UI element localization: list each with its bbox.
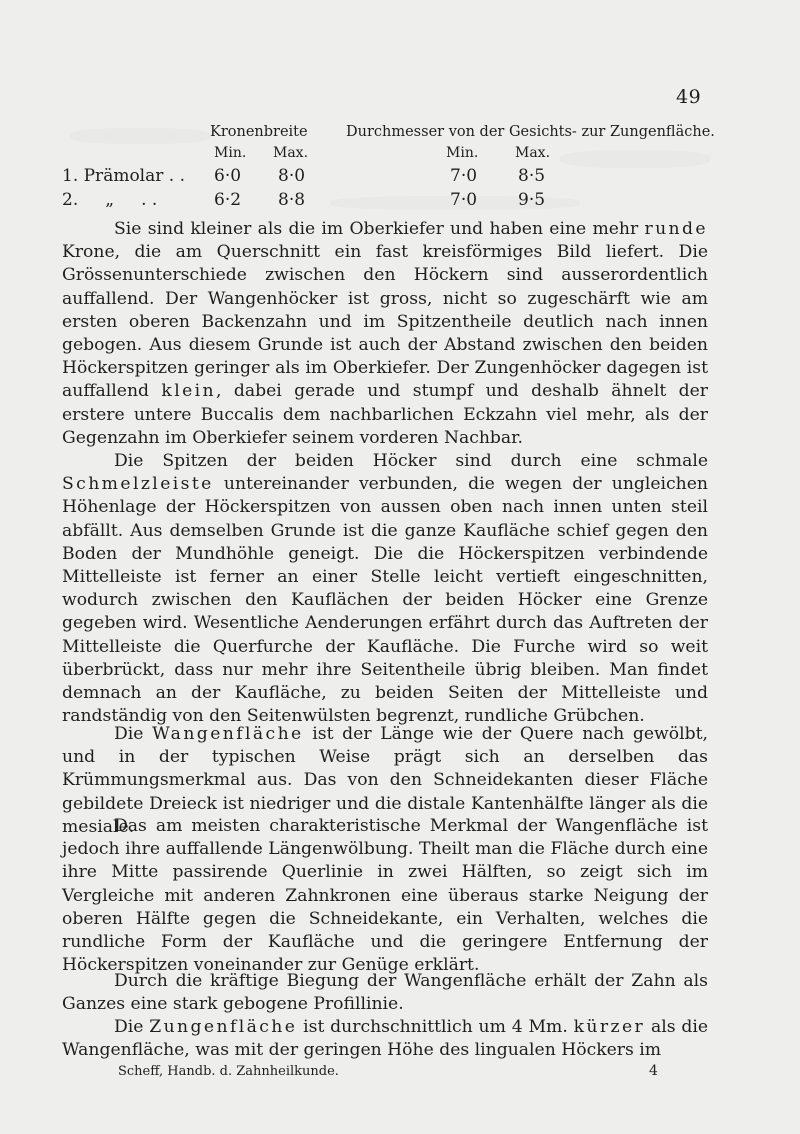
text-run: Die	[114, 724, 153, 744]
table-cell: 8·0	[278, 166, 306, 186]
emphasis: Zungenfläche	[149, 1017, 298, 1037]
table-subheader-min: Min.	[214, 145, 247, 161]
text-run: Krone, die am Querschnitt ein fast kreisförmiges Bild liefert. Die Grössenunterschiede zwischen den Höckern sind ausserordentlich auffallend. Der Wangenhöcker ist gross, nicht so zugeschärft wie am ersten oberen Backenzahn und im Spitzentheile deutlich nach innen gebogen. Aus diesem Grunde ist auch der Abstand zwischen den beiden Höckerspitzen geringer als im Oberkiefer. Der Zungenhöcker dagegen ist auffallend	[62, 242, 708, 402]
emphasis: kürzer	[573, 1017, 646, 1037]
paragraph	[62, 1016, 708, 1062]
emphasis: Wangenfläche	[152, 724, 304, 744]
paragraph	[62, 218, 708, 450]
footer-source: Scheff, Handb. d. Zahnheilkunde.	[118, 1064, 339, 1079]
table-header-crown-width: Kronenbreite	[210, 124, 308, 140]
table-subheader-max: Max.	[273, 145, 309, 161]
emphasis: klein	[161, 381, 217, 402]
paragraph: Das am meisten charakteristische Merkmal der Wangenfläche ist jedoch ihre auffallende Längenwölbung. Theilt man die Fläche durch eine ihre Mitte passirende Querlinie in zwei Hälften, so zeigt sich im Vergleiche mit anderen Zahnkronen eine überaus starke Neigung der oberen Hälfte gegen die Schneidekante, ein Verhalten, welches die rundliche Form der Kaufläche und die geringere Entfernung der Höckerspitzen voneinander zur Genüge erklärt.	[62, 816, 708, 976]
table-cell: 6·2	[214, 190, 242, 210]
signature-mark: 4	[649, 1063, 658, 1079]
table-row-label: 1. Prämolar . .	[62, 166, 185, 186]
table-cell: 6·0	[214, 166, 242, 186]
emphasis: Schmelzleiste	[62, 474, 214, 495]
text-run: untereinander verbunden, die wegen der ungleichen Höhenlage der Höckerspitzen von aussen oben nach innen unten steil abfällt. Aus demselben Grunde ist die ganze Kaufläche schief gegen den Boden der Mundhöhle geneigt. Die die Höckerspitzen verbindende Mittelleiste ist ferner an einer Stelle leicht vertieft eingeschnitten, wodurch zwischen den Kauflächen der beiden Höcker eine Grenze gegeben wird. Wesentliche Aenderungen erfährt durch das Auftreten der Mittelleiste die Querfurche der Kaufläche. Die Furche wird so weit überbrückt, dass nur mehr ihre Seitentheile übrig bleiben. Man findet demnach an der Kaufläche, zu beiden Seiten der Mittelleiste und randständig von den Seitenwülsten begrenzt, rundliche Grübchen.	[62, 474, 708, 727]
table-cell: 9·5	[518, 190, 546, 210]
emphasis: runde	[644, 219, 708, 239]
page-number: 49	[676, 86, 702, 108]
table-subheader-min: Min.	[446, 145, 479, 161]
table-cell: 8·5	[518, 166, 546, 186]
table-header-diameter: Durchmesser von der Gesichts- zur Zungenfläche.	[346, 124, 715, 140]
paragraph	[62, 450, 708, 728]
table-cell: 7·0	[450, 166, 478, 186]
table-row-label: 2. „ . .	[62, 190, 158, 210]
text-run: Die	[114, 1017, 150, 1037]
text-run: als die Wangenfläche, was mit der geringen Höhe des lingualen Höckers im	[62, 1017, 708, 1061]
table-subheader-max: Max.	[515, 145, 551, 161]
table-cell: 7·0	[450, 190, 478, 210]
text-run: ist der Länge wie der Quere nach gewölbt, und in der typischen Weise prägt sich an derselben das Krümmungsmerkmal aus. Das von den Schneidekanten dieser Fläche gebildete Dreieck ist niedriger und die distale Kantenhälfte länger als die mesiale.	[62, 724, 708, 837]
paragraph: Durch die kräftige Biegung der Wangenfläche erhält der Zahn als Ganzes eine stark gebogene Profillinie.	[62, 971, 708, 1015]
bleed-through-smudge	[70, 128, 210, 144]
bleed-through-smudge	[560, 150, 710, 168]
table-cell: 8·8	[278, 190, 306, 210]
text-run: , dabei gerade und stumpf und deshalb ähnelt der erstere untere Buccalis dem nachbarlichen Eckzahn viel mehr, als der Gegenzahn im Oberkiefer seinem vorderen Nachbar.	[62, 381, 708, 448]
text-run: Sie sind kleiner als die im Oberkiefer und haben eine mehr	[114, 219, 645, 239]
text-run: ist durchschnittlich um 4 Mm.	[297, 1017, 574, 1037]
text-run: Die Spitzen der beiden Höcker sind durch eine schmale	[114, 451, 708, 471]
